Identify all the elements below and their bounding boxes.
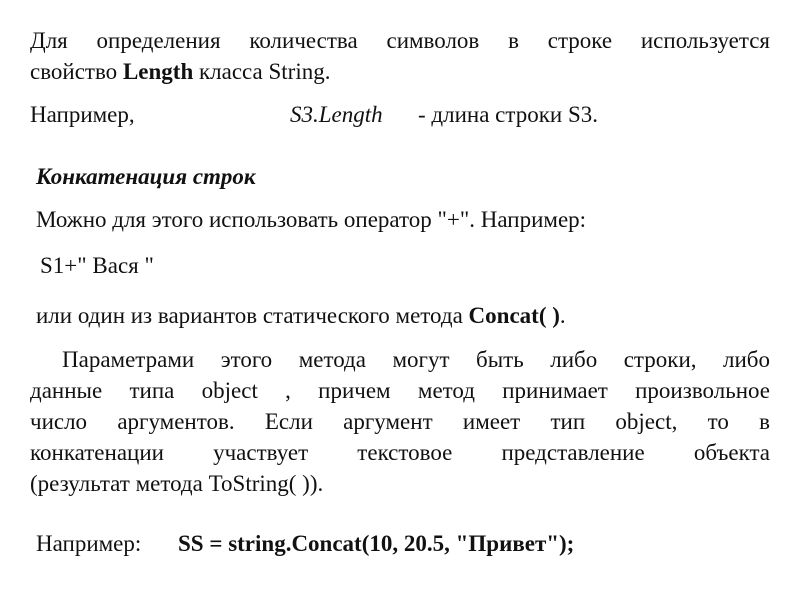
concat-method-intro [36, 303, 566, 329]
length-paragraph-line-1: Для определения количества символов в строке используется [30, 28, 770, 53]
concat-method-intro-text: или один из вариантов статического метода [36, 303, 463, 328]
example-length-label: Например, [30, 102, 135, 127]
section-heading: Конкатенация строк [36, 164, 256, 189]
example-concat-code-text: SS = string.Concat(10, 20.5, "Привет"); [178, 531, 575, 556]
example-concat-code [178, 531, 574, 557]
concat-intro: Можно для этого использовать оператор "+". Например: [36, 207, 587, 232]
length-paragraph-text-post: класса String. [198, 59, 331, 84]
concat-parameters-line-2: данные типа object , причем метод принимает произвольное [30, 378, 770, 403]
length-paragraph-text-pre: свойство [30, 59, 118, 84]
length-paragraph [30, 25, 770, 87]
concat-method-name: Concat( ) [468, 303, 560, 328]
concat-method-intro-period: . [559, 303, 566, 328]
concat-parameters-paragraph [30, 344, 770, 499]
concat-parameters-line-5: (результат метода ToString( )). [30, 471, 324, 496]
concat-parameters-line-1: Параметрами этого метода могут быть либо строки, либо [62, 347, 770, 372]
example-length-description: - длина строки S3. [418, 102, 598, 127]
concat-operator-example: S1+" Вася " [40, 253, 154, 278]
concat-parameters-line-3: число аргументов. Если аргумент имеет тип object, то в [30, 409, 770, 434]
length-property-name: Length [122, 59, 194, 84]
example-length-code [290, 102, 383, 128]
example-concat-label: Например: [36, 531, 142, 556]
concat-parameters-line-4: конкатенации участвует текстовое представление объекта [30, 440, 770, 465]
example-length-code-text: S3.Length [290, 102, 383, 127]
length-paragraph-line-2 [30, 56, 770, 87]
